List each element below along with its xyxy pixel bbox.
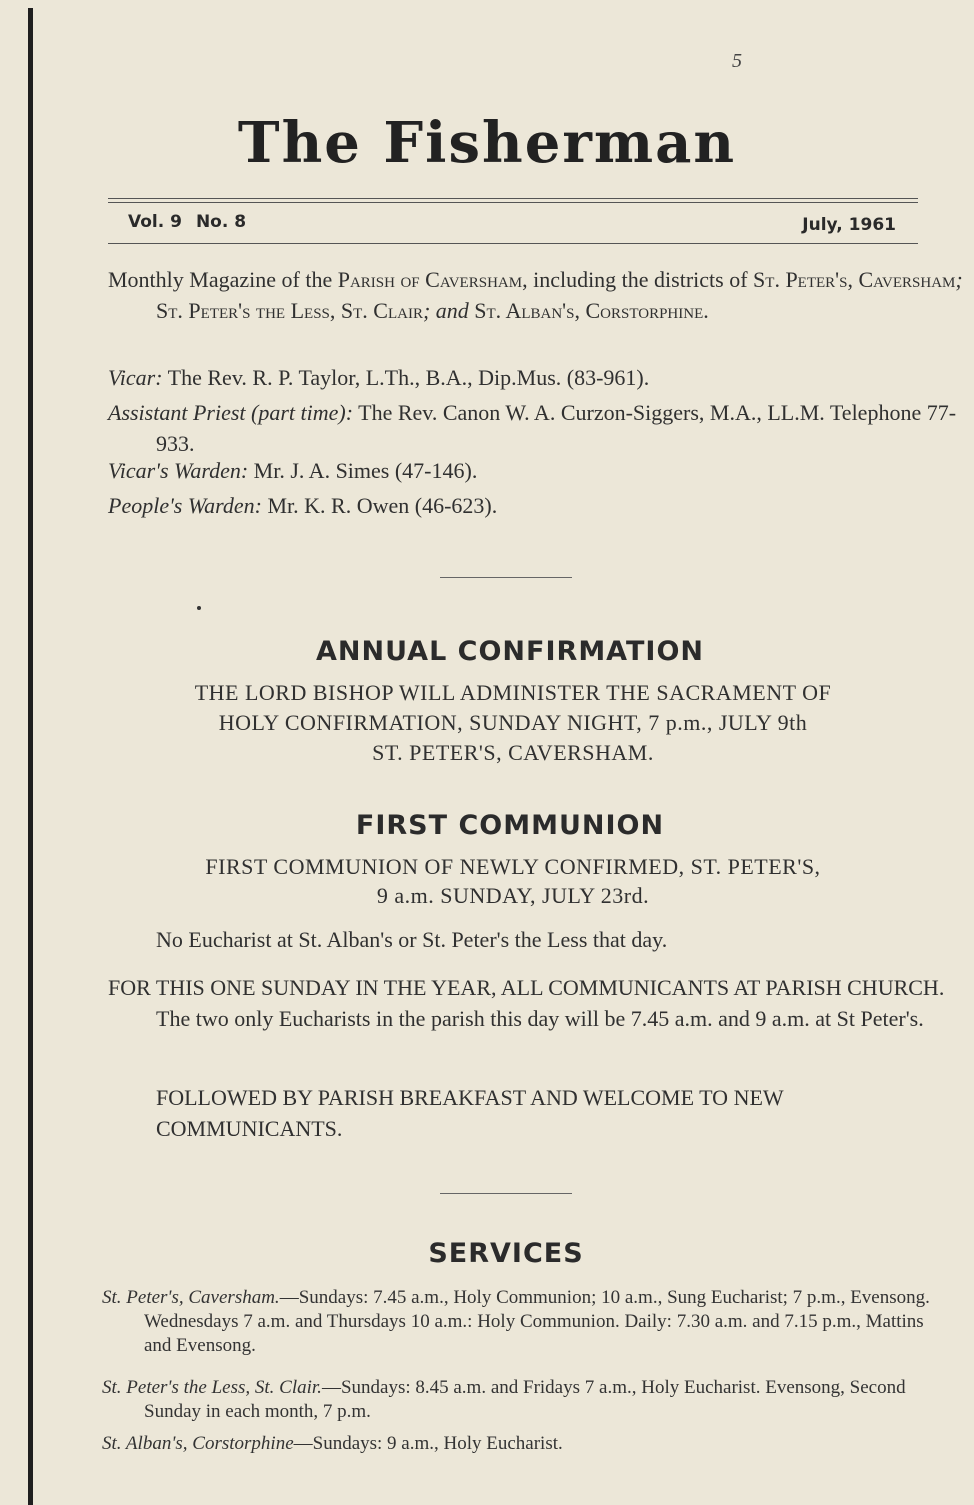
masthead-rule-bottom — [108, 243, 918, 244]
no-eucharist-note: No Eucharist at St. Alban's or St. Peter's the Less that day. — [156, 927, 668, 952]
clergy-role: Vicar: — [108, 365, 163, 390]
service-text: —Sundays: 7.45 a.m., Holy Communion; 10 a.m., Sung Eucharist; 7 p.m., Evensong. Wednesdays 7 a.m. and Thursdays 10 a.m.: Holy Communion. Daily: 7.30 a.m. and 7.15 p.m., Mattins and Evensong. — [144, 1287, 930, 1356]
communion-line-1: FIRST COMMUNION OF NEWLY CONFIRMED, ST. PETER'S, — [205, 854, 821, 879]
clergy-vicar — [108, 362, 966, 393]
clergy-text: Mr. J. A. Simes (47-146). — [248, 458, 478, 483]
intro-separator-1: ; — [955, 267, 963, 292]
service-item — [102, 1432, 954, 1456]
intro-lead: Monthly Magazine of the — [108, 267, 338, 292]
clergy-assistant-priest — [108, 397, 966, 459]
clergy-text: The Rev. R. P. Taylor, L.Th., B.A., Dip.Mus. (83-961). — [162, 365, 650, 390]
clergy-role: Vicar's Warden: — [108, 458, 249, 483]
services-heading: SERVICES — [428, 1238, 584, 1269]
communion-line-2: 9 a.m. SUNDAY, JULY 23rd. — [376, 883, 650, 908]
service-place: St. Peter's, Caversham. — [102, 1287, 280, 1308]
section-divider — [440, 577, 572, 578]
confirmation-line-2: HOLY CONFIRMATION, SUNDAY NIGHT, 7 p.m., JULY 9th — [218, 710, 808, 735]
intro-district-2: St. Peter's the Less, St. Clair — [156, 298, 423, 323]
clergy-peoples-warden — [108, 490, 966, 521]
clergy-text: The Rev. Canon W. A. Curzon-Siggers, M.A., LL.M. Telephone 77-933. — [156, 400, 957, 456]
confirmation-heading: ANNUAL CONFIRMATION — [315, 636, 704, 667]
masthead-title: The Fisherman — [237, 110, 737, 176]
issue-volume: Vol. 9 — [128, 212, 182, 232]
intro-end: . — [703, 298, 709, 323]
service-item — [102, 1376, 954, 1424]
masthead-rule-top-2 — [108, 202, 918, 203]
confirmation-line-1: THE LORD BISHOP WILL ADMINISTER THE SACRAMENT OF — [194, 680, 832, 705]
intro-parish: Parish of Caversham — [337, 267, 523, 292]
section-divider — [440, 1193, 572, 1194]
intro-separator-2: ; and — [422, 298, 475, 323]
intro-district-3: St. Alban's, Corstorphine — [474, 298, 704, 323]
intro-mid: , including the districts of — [522, 267, 754, 292]
breakfast-note: FOLLOWED BY PARISH BREAKFAST AND WELCOME TO NEW COMMUNICANTS. — [156, 1085, 784, 1141]
service-text: —Sundays: 8.45 a.m. and Fridays 7 a.m., Holy Eucharist. Evensong, Second Sunday in each month, 7 p.m. — [144, 1377, 906, 1422]
intro-paragraph — [108, 264, 966, 326]
clergy-text: Mr. K. R. Owen (46-623). — [262, 493, 498, 518]
page-number: 5 — [732, 50, 742, 72]
intro-district-1: St. Peter's, Caversham — [753, 267, 956, 292]
clergy-role: Assistant Priest (part time): — [108, 400, 354, 425]
service-place: St. Alban's, Corstorphine — [102, 1433, 294, 1454]
issue-line — [128, 212, 896, 235]
service-text: —Sundays: 9 a.m., Holy Eucharist. — [293, 1433, 563, 1454]
parish-church-note: FOR THIS ONE SUNDAY IN THE YEAR, ALL COMMUNICANTS AT PARISH CHURCH. The two only Eucharists in the parish this day will be 7.45 a.m. and 9 a.m. at St Peter's. — [108, 975, 945, 1031]
service-item — [102, 1286, 954, 1358]
confirmation-line-3: ST. PETER'S, CAVERSHAM. — [372, 740, 654, 765]
binding-edge — [28, 8, 33, 1505]
issue-number: No. 8 — [195, 212, 247, 232]
issue-date: July, 1961 — [802, 215, 896, 235]
speck — [197, 606, 201, 610]
communion-heading: FIRST COMMUNION — [355, 810, 665, 841]
clergy-vicars-warden — [108, 455, 966, 486]
service-place: St. Peter's the Less, St. Clair. — [102, 1377, 322, 1398]
clergy-role: People's Warden: — [108, 493, 262, 518]
masthead-rule-top — [108, 198, 918, 199]
